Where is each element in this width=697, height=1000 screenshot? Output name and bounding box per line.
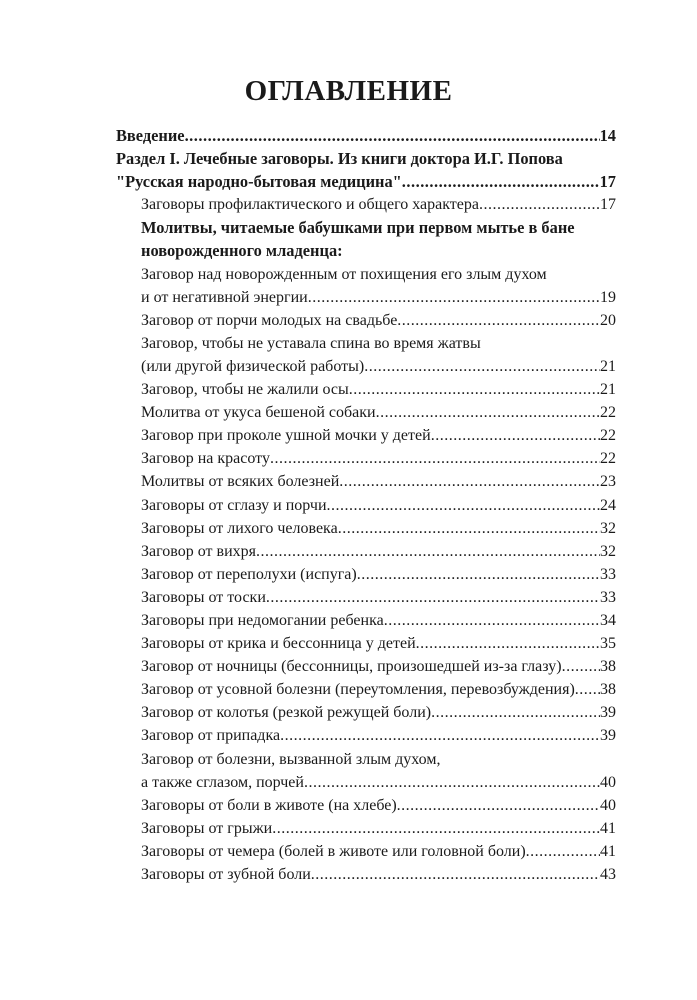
toc-entry-page-number: 24 (600, 496, 616, 514)
dot-leader (349, 378, 600, 401)
toc-entry (116, 655, 616, 678)
toc-entry-page-number: 33 (600, 588, 616, 606)
dot-leader (270, 447, 600, 470)
toc-entry-page-number: 38 (600, 658, 616, 676)
toc-entry-text: Заговоры профилактического и общего характера (141, 196, 479, 214)
dot-leader (575, 678, 600, 701)
toc-entry (116, 794, 616, 817)
dot-leader (304, 771, 600, 794)
toc-entry (116, 586, 616, 609)
toc-entry-text: Заговор над новорожденным от похищения его злым духом (141, 265, 547, 283)
toc-entry (116, 216, 616, 239)
toc-entry-page-number: 21 (600, 357, 616, 375)
dot-leader (185, 124, 600, 147)
toc-entry (116, 263, 616, 286)
toc-entry-text: Заговор от припадка (141, 727, 281, 745)
toc-entry-text: и от негативной энергии (141, 288, 308, 306)
dot-leader (272, 817, 600, 840)
toc-entry (116, 678, 616, 701)
toc-entry-page-number: 14 (599, 126, 616, 145)
toc-entry-text: Молитвы, читаемые бабушками при первом мытье в бане (141, 218, 575, 238)
dot-leader (280, 724, 600, 747)
toc-entry-page-number: 19 (600, 288, 616, 306)
toc-entry (116, 401, 616, 424)
toc-entry (116, 724, 616, 747)
dot-leader (339, 470, 600, 493)
dot-leader (357, 563, 600, 586)
toc-entry-page-number: 23 (600, 473, 616, 491)
toc-entry-text: Заговор от переполухи (испуга) (141, 565, 357, 583)
toc-entry (116, 309, 616, 332)
toc-entry (116, 170, 616, 193)
toc-entry-text: Заговоры от тоски (141, 588, 266, 606)
toc-entry (116, 701, 616, 724)
toc-entry-page-number: 20 (600, 311, 616, 329)
toc-entry-page-number: 35 (600, 635, 616, 653)
toc-entry (116, 563, 616, 586)
toc-entry-text: (или другой физической работы) (141, 357, 365, 375)
toc-entry-page-number: 40 (600, 796, 616, 814)
dot-leader (327, 494, 600, 517)
toc-entry (116, 239, 616, 262)
toc-entry (116, 355, 616, 378)
toc-entry-page-number: 39 (600, 704, 616, 722)
toc-entry-text: Раздел I. Лечебные заговоры. Из книги доктора И.Г. Попова (116, 149, 563, 169)
toc-entry-page-number: 33 (600, 565, 616, 583)
toc-entry-page-number: 41 (600, 842, 616, 860)
toc-entry (116, 517, 616, 540)
dot-leader (338, 517, 600, 540)
toc-entry-text: Заговоры от зубной боли (141, 866, 311, 883)
toc-entry (116, 863, 616, 886)
dot-leader (376, 401, 600, 424)
dot-leader (256, 540, 600, 563)
dot-leader (402, 170, 600, 193)
toc-entry-text: Заговоры при недомогании ребенка (141, 611, 384, 629)
table-of-contents (116, 124, 616, 886)
toc-entry (116, 632, 616, 655)
page-title: ОГЛАВЛЕНИЕ (244, 75, 453, 107)
toc-entry-page-number: 32 (600, 542, 616, 560)
toc-entry-page-number: 22 (600, 427, 616, 445)
toc-entry-page-number: 40 (600, 773, 616, 791)
toc-entry (116, 540, 616, 563)
dot-leader (431, 424, 600, 447)
toc-entry (116, 609, 616, 632)
toc-entry-page-number: 41 (600, 819, 616, 837)
toc-entry-page-number: 38 (600, 681, 616, 699)
toc-entry-text: Заговор, чтобы не уставала спина во время жатвы (141, 334, 481, 352)
toc-entry-text: Молитва от укуса бешеной собаки (141, 404, 376, 422)
toc-entry-text: Заговор, чтобы не жалили осы (141, 381, 349, 399)
toc-entry-text: Заговоры от грыжи (141, 819, 273, 837)
toc-entry (116, 771, 616, 794)
toc-entry-page-number: 17 (600, 196, 616, 214)
toc-entry-page-number: 34 (600, 611, 616, 629)
toc-entry-text: новорожденного младенца: (141, 241, 343, 261)
toc-entry-text: "Русская народно-бытовая медицина" (116, 172, 402, 192)
toc-entry-text: Заговоры от боли в животе (на хлебе) (141, 796, 397, 814)
dot-leader (308, 286, 600, 309)
toc-entry-text: Заговоры от лихого человека (141, 519, 338, 537)
toc-entry (116, 193, 616, 216)
dot-leader (311, 863, 600, 886)
toc-entry-page-number: 22 (600, 450, 616, 468)
dot-leader (364, 355, 600, 378)
toc-entry-text: Молитвы от всяких болезней (141, 473, 340, 491)
toc-entry-page-number: 32 (600, 519, 616, 537)
toc-entry-text: Заговор от колотья (резкой режущей боли) (141, 704, 432, 722)
dot-leader (562, 655, 600, 678)
dot-leader (266, 586, 600, 609)
dot-leader (397, 794, 600, 817)
dot-leader (384, 609, 600, 632)
dot-leader (479, 193, 600, 216)
toc-entry-text: Заговор на красоту (141, 450, 270, 468)
toc-entry (116, 124, 616, 147)
dot-leader (397, 309, 600, 332)
toc-entry-text: Введение (116, 126, 185, 145)
toc-entry-page-number: 21 (600, 381, 616, 399)
toc-entry-text: Заговор от усовной болезни (переутомления, перевозбуждения) (141, 681, 575, 699)
toc-entry (116, 748, 616, 771)
toc-entry (116, 378, 616, 401)
toc-entry-text: Заговоры от крика и бессонница у детей (141, 635, 416, 653)
toc-entry (116, 332, 616, 355)
toc-entry (116, 286, 616, 309)
toc-entry (116, 840, 616, 863)
dot-leader (431, 701, 600, 724)
toc-entry-page-number: 39 (600, 727, 616, 745)
toc-entry-page-number: 17 (599, 172, 616, 192)
toc-entry (116, 470, 616, 493)
toc-entry-text: Заговор от ночницы (бессонницы, произошедшей из-за глазу) (141, 658, 562, 676)
toc-entry-page-number: 43 (600, 866, 616, 883)
toc-entry (116, 494, 616, 517)
toc-entry-text: Заговоры от чемера (болей в животе или головной боли) (141, 842, 526, 860)
toc-entry (116, 447, 616, 470)
dot-leader (526, 840, 600, 863)
toc-entry-text: Заговор от порчи молодых на свадьбе (141, 311, 398, 329)
toc-entry-page-number: 22 (600, 404, 616, 422)
toc-entry-text: а также сглазом, порчей (141, 773, 304, 791)
dot-leader (416, 632, 600, 655)
toc-entry-text: Заговор при проколе ушной мочки у детей (141, 427, 431, 445)
toc-entry-text: Заговор от болезни, вызванной злым духом, (141, 750, 441, 768)
toc-entry (116, 817, 616, 840)
toc-entry (116, 147, 616, 170)
toc-entry (116, 424, 616, 447)
toc-entry-text: Заговор от вихря (141, 542, 256, 560)
toc-entry-text: Заговоры от сглазу и порчи (141, 496, 327, 514)
